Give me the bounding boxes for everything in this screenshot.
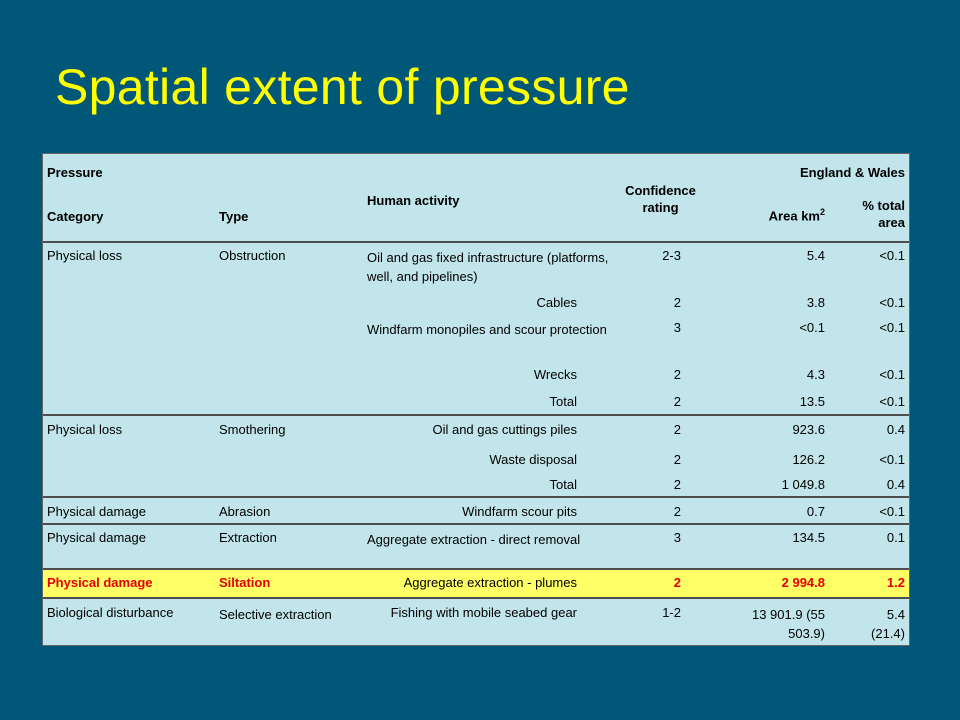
cell-confidence: 3 [673,530,681,545]
cell-category: Physical damage [47,575,153,590]
cell-type: Siltation [219,575,271,590]
cell-pct: <0.1 [879,248,905,263]
cell-area: 923.6 [792,422,825,437]
cell-activity: Cables [536,295,577,310]
cell-type: Obstruction [219,248,286,263]
header-type: Type [219,209,249,224]
slide-title: Spatial extent of pressure [55,59,630,115]
header-area [769,207,825,223]
header-category: Category [47,209,104,224]
cell-activity: Windfarm scour pits [462,504,577,519]
cell-pct: <0.1 [879,320,905,335]
cell-area: 13 901.9 (55 503.9) [751,607,825,641]
cell-area: 1 049.8 [781,477,825,492]
cell-category: Biological disturbance [47,605,174,620]
cell-category: Physical loss [47,248,123,263]
row-divider [43,496,909,498]
cell-type: Smothering [219,422,286,437]
cell-pct: 0.1 [886,530,905,545]
cell-activity: Oil and gas fixed infrastructure (platforms, well, and pipelines) [367,250,609,284]
cell-type: Selective extraction [219,607,332,622]
cell-activity: Windfarm monopiles and scour protection [367,322,607,337]
cell-type: Abrasion [219,504,271,519]
row-divider [43,568,909,570]
cell-area: 2 994.8 [781,575,825,590]
row-divider [43,523,909,525]
cell-activity: Fishing with mobile seabed gear [390,605,577,620]
cell-confidence: 3 [673,320,681,335]
cell-pct: <0.1 [879,452,905,467]
cell-activity: Oil and gas cuttings piles [432,422,577,437]
header-pressure: Pressure [47,165,103,180]
cell-confidence: 1-2 [662,605,681,620]
cell-activity: Waste disposal [489,452,577,467]
cell-confidence: 2 [673,504,681,519]
cell-confidence: 2 [673,477,681,492]
cell-area: 5.4 [806,248,825,263]
cell-category: Physical damage [47,504,146,519]
cell-pct: <0.1 [879,367,905,382]
cell-area: 0.7 [806,504,825,519]
header-area-sup: 2 [819,207,825,217]
cell-category: Physical loss [47,422,123,437]
cell-type: Extraction [219,530,277,545]
cell-area: 134.5 [792,530,825,545]
cell-confidence: 2 [673,295,681,310]
header-divider [43,241,909,243]
header-confidence: Confidence rating [625,183,696,215]
cell-pct: 0.4 [886,477,905,492]
cell-pct: <0.1 [879,295,905,310]
cell-confidence: 2 [673,422,681,437]
cell-pct: 0.4 [886,422,905,437]
cell-area: 4.3 [806,367,825,382]
cell-area: 126.2 [792,452,825,467]
cell-activity: Wrecks [533,367,577,382]
pressure-table [42,153,910,646]
cell-pct: 1.2 [886,575,905,590]
header-region: England & Wales [800,165,905,180]
row-divider [43,414,909,416]
cell-activity: Total [549,394,577,409]
cell-category: Physical damage [47,530,146,545]
cell-activity: Total [549,477,577,492]
cell-area: <0.1 [799,320,825,335]
cell-confidence: 2 [673,367,681,382]
cell-activity: Aggregate extraction - direct removal [367,532,581,547]
header-area-label: Area km [768,208,820,224]
cell-pct: 5.4 (21.4) [871,607,905,641]
cell-area: 3.8 [806,295,825,310]
cell-activity: Aggregate extraction - plumes [403,575,577,590]
cell-confidence: 2 [673,452,681,467]
header-pct: % total area [862,198,905,230]
cell-pct: <0.1 [879,394,905,409]
cell-confidence: 2 [673,575,681,590]
cell-confidence: 2 [673,394,681,409]
cell-area: 13.5 [799,394,825,409]
cell-pct: <0.1 [879,504,905,519]
cell-confidence: 2-3 [662,248,681,263]
row-divider [43,597,909,599]
header-human-activity: Human activity [367,193,460,208]
